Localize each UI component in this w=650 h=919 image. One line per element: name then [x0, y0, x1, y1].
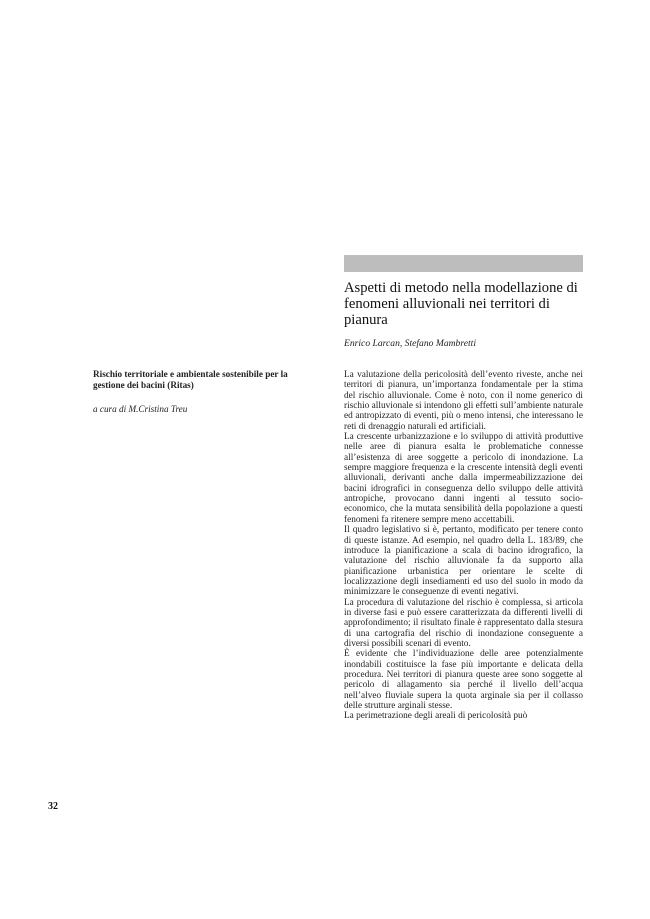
- series-editor: a cura di M.Cristina Treu: [93, 404, 188, 414]
- article-title: Aspetti di metodo nella modellazione di fenomeni alluvionali nei territori di pianura: [344, 280, 578, 328]
- title-band: [344, 255, 583, 272]
- body-paragraph: Il quadro legislativo si è, pertanto, modificato per tenere conto di queste istanze. Ad esempio, nel quadro della L. 183/89, che introduce la pianificazione a scala di bacino idrografico, la valutazione del rischio alluvionale fa da supporto alla pianificazione urbanistica per orientare le scelte di localizzazione degli insediamenti ed uso del suolo in modo da minimizzare le conseguenze di eventi negativi.: [344, 525, 583, 598]
- body-paragraph: La crescente urbanizzazione e lo sviluppo di attività produttive nelle aree di pianura esalta le problematiche connesse all’esistenza di aree soggette a pericolo di inondazione. La sempre maggiore frequenza e la crescente intensità degli eventi alluvionali, derivanti anche dalla impermeabilizzazione dei bacini idrografici in conseguenza dello sviluppo delle attività antropiche, provocano danni ingenti al tessuto socio-economico, che la mutata sensibilità della popolazione a questi fenomeni fa ritenere sempre meno accettabili.: [344, 432, 583, 525]
- body-paragraph: È evidente che l’individuazione delle aree potenzialmente inondabili costituisce la fase più importante e delicata della procedura. Nei territori di pianura queste aree sono soggette al pericolo di allagamento sia perché il livello dell’acqua nell’alveo fluviale supera la quota arginale sia per il collasso delle strutture arginali stesse.: [344, 649, 583, 711]
- article-body: [344, 370, 583, 722]
- body-paragraph: La procedura di valutazione del rischio è complessa, si articola in diverse fasi e può essere caratterizzata da differenti livelli di approfondimento; il risultato finale è rappresentato dalla stesura di una cartografia del rischio di inondazione conseguente a diversi possibili scenari di evento.: [344, 597, 583, 649]
- body-paragraph: La perimetrazione degli areali di pericolosità può: [344, 711, 528, 722]
- series-title: Rischio territoriale e ambientale sostenibile per la gestione dei bacini (Ritas): [93, 369, 288, 390]
- article-authors: Enrico Larcan, Stefano Mambretti: [344, 338, 476, 349]
- body-paragraph: La valutazione della pericolosità dell’evento riveste, anche nei territori di pianura, un’importanza fondamentale per la stima del rischio alluvionale. Come è noto, con il nome generico di rischio alluvionale si intendono gli effetti sull’ambiente naturale ed antropizzato di eventi, più o meno intensi, che interessano le reti di drenaggio naturali ed artificiali.: [344, 370, 583, 432]
- page-number: 32: [48, 801, 58, 812]
